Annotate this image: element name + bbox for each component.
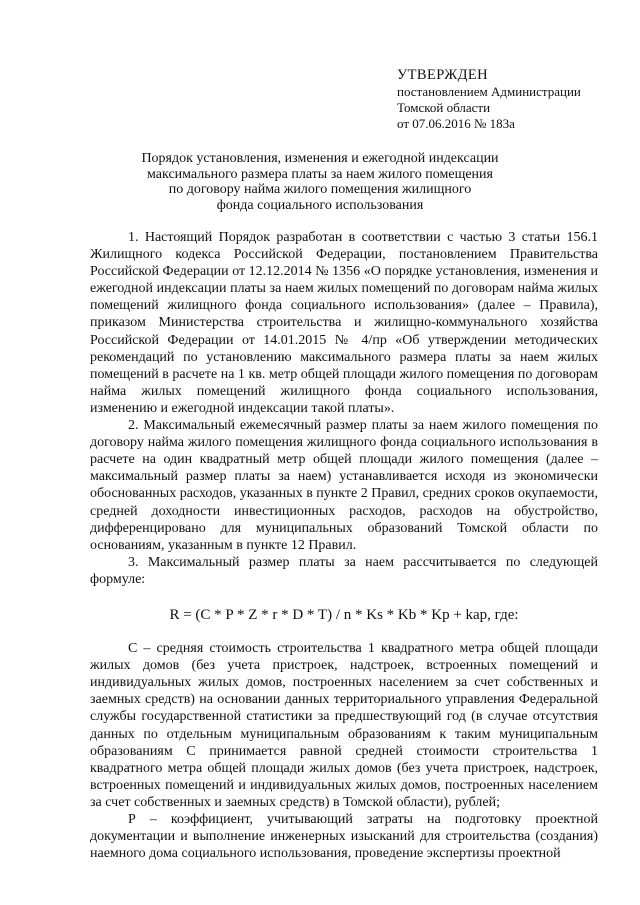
document-title xyxy=(100,151,540,213)
title-line-1: Порядок установления, изменения и ежегодной индексации xyxy=(141,151,499,166)
approval-line-2: Томской области xyxy=(397,100,491,115)
approval-line-1: постановлением Администрации xyxy=(397,84,581,99)
paragraph-2: 2. Максимальный ежемесячный размер платы за наем жилого помещения по договору найма жилого помещения жилищного фонда социального использования в расчете на один квадратный метр общей площади жилого помещения (далее – максимальный размер платы за наем) устанавливается исходя из экономически обоснованных расходов, указанных в пункте 2 Правил, средних сроков окупаемости, средней доходности инвестиционных расходов, расходов на обустройство, дифференцировано для муниципальных образований Томской области по основаниям, указанным в пункте 12 Правил. xyxy=(90,418,598,553)
paragraph-3: 3. Максимальный размер платы за наем рассчитывается по следующей формуле: xyxy=(90,554,598,587)
title-line-4: фонда социального использования xyxy=(216,197,424,213)
paragraph-1: 1. Настоящий Порядок разработан в соответствии с частью 3 статьи 156.1 Жилищного кодекса Российской Федерации, постановлением Правительства Российской Федерации от 12.12.2014 № 1356 «О порядке установления, изменения и ежегодной индексации платы за наем жилых помещений по договорам найма жилых помещений жилищного фонда социального использования» (далее – Правила), приказом Министерства строительства и жилищно-коммунального хозяйства Российской Федерации от 14.01.2015 № 4/пр «Об утверждении методических рекомендаций по установлению максимального размера платы за наем жилых помещений в расчете на 1 кв. метр общей площади жилого помещения по договорам найма жилых помещений жилищного фонда социального использования, изменению и ежегодной индексации такой платы». xyxy=(90,230,598,416)
document-body xyxy=(90,229,598,862)
approval-line-3: от 07.06.2016 № 183а xyxy=(397,116,515,131)
title-line-2: максимального размера платы за наем жилого помещения xyxy=(147,166,493,182)
approval-heading: УТВЕРЖДЕН xyxy=(397,67,489,83)
title-line-3: по договору найма жилого помещения жилищного xyxy=(168,182,472,197)
paragraph-c-definition: С – средняя стоимость строительства 1 квадратного метра общей площади жилых домов (без учета пристроек, надстроек, встроенных помещений и индивидуальных жилых домов, построенных населением за счет собственных и заемных средств) на основании данных территориального управления Федеральной службы государственной статистики за предшествующий год (в случае отсутствия данных по отдельным муниципальным образованиям к таким муниципальным образованиям С принимается равной средней стоимости строительства 1 квадратного метра общей площади жилых домов (без учета пристроек, надстроек, встроенных помещений и индивидуальных жилых домов, построенных населением за счет собственных и заемных средств) в Томской области), рублей; xyxy=(90,641,598,810)
approval-stamp xyxy=(397,66,627,132)
paragraph-p-definition: Р – коэффициент, учитывающий затраты на подготовку проектной документации и выполнение инженерных изысканий для строительства (создания) наемного дома социального использования, проведение экспертизы проектной xyxy=(90,812,598,862)
rent-formula: R = (C * P * Z * r * D * T) / n * Ks * Kb * Kp + kap, где: xyxy=(169,606,519,623)
